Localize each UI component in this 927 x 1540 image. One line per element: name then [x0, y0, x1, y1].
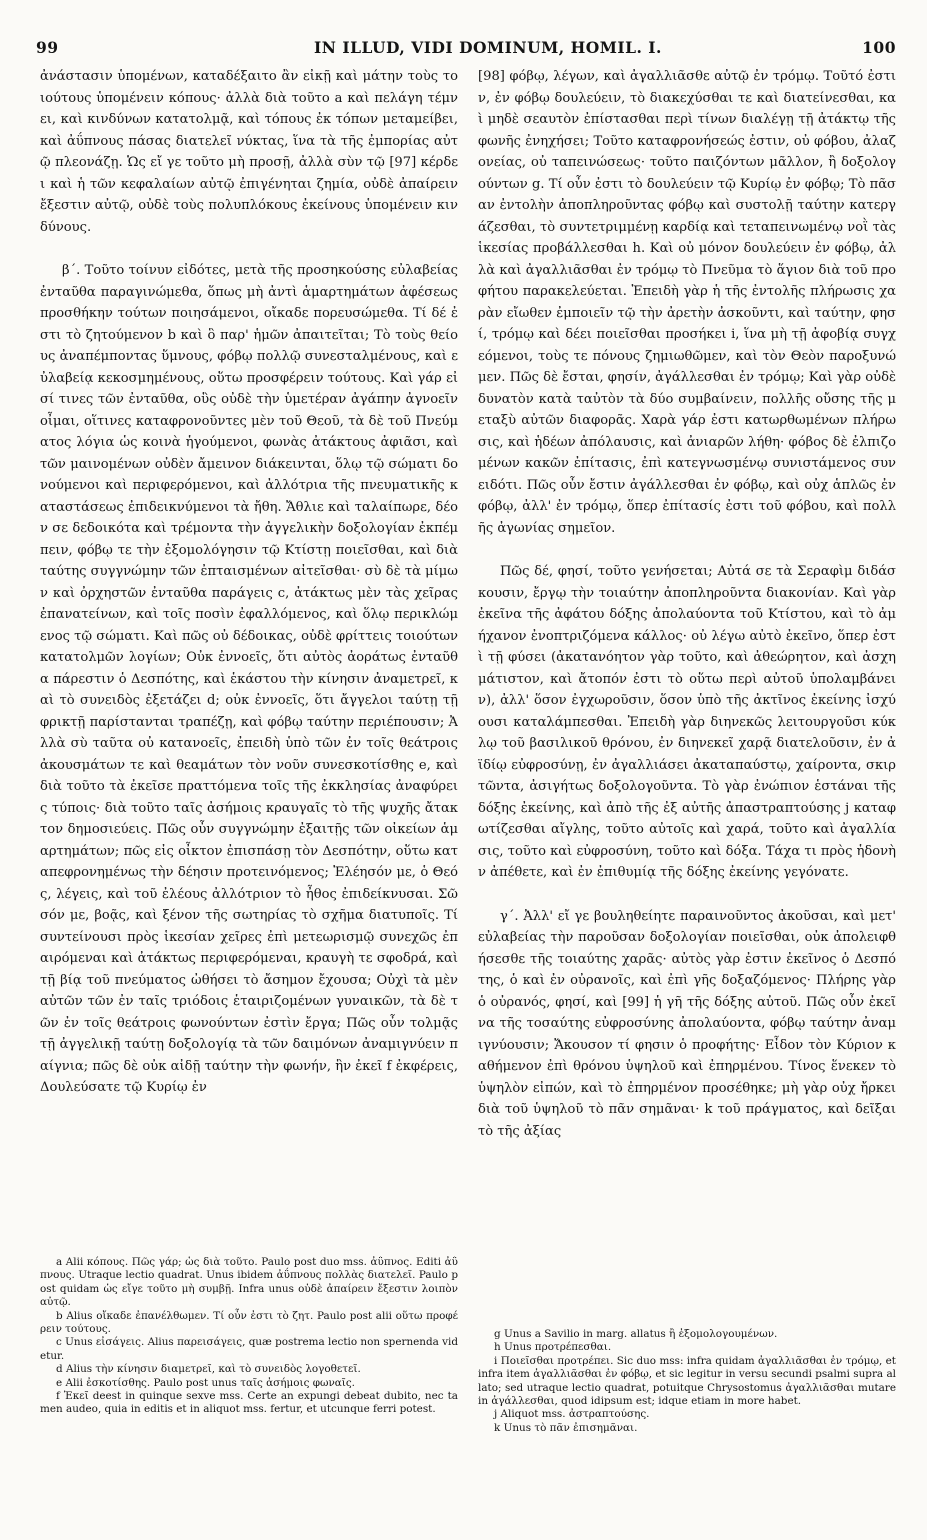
right-column-body [478, 66, 896, 1324]
right-paragraph-3: γ΄. Ἀλλ' εἴ γε βουληθείητε παραινοῦντος ἀκοῦσαι, καὶ μετ' εὐλαβείας τὴν παροῦσαν δοξολογίαν ποιεῖσθαι, οὐκ ἀπολειφθήσεσθε τῆς τοιαύτης χαρᾶς· αὐτὸς γὰρ ἐστιν ἐκεῖνος ὁ Δεσπότης, ὁ καὶ ἐν οὐρανοῖς, καὶ ἐπὶ γῆς δοξαζόμενος· Πλήρης γὰρ ὁ οὐρανός, φησί, καὶ [99] ἡ γῆ τῆς δόξης αὐτοῦ. Πῶς οὖν ἐκεῖνα τῆς τοσαύτης εὐφροσύνης ἀπολαύοντα, φόβῳ ταύτην ἀναμιγνύουσιν; Ἄκουσον τί φησιν ὁ προφήτης· Εἶδον τὸν Κύριον καθήμενον ἐπὶ θρόνου ὑψηλοῦ καὶ ἐπηρμένου. Τίνος ἕνεκεν τὸ ὑψηλὸν εἰπών, καὶ τὸ ἐπηρμένον προσέθηκε; μὴ γὰρ οὐχ ἤρκει διὰ τοῦ ὑψηλοῦ τὸ πᾶν σημᾶναι· k τοῦ πράγματος, καὶ δεῖξαι τὸ τῆς ἀξίας [478, 908, 896, 1139]
footnote-f: f Ἐκεῖ deest in quinque sexve mss. Certe an expungi debeat dubito, nec tamen audeo, quia in editis et in aliquot mss. fertur, et utcunque ferri potest. [40, 1390, 458, 1416]
left-footnotes [40, 1256, 458, 1512]
left-paragraph-2: β΄. Τοῦτο τοίνυν εἰδότες, μετὰ τῆς προσηκούσης εὐλαβείας ἐνταῦθα παραγινώμεθα, ὅπως μὴ ἀντὶ ἁμαρτημάτων ἀφέσεως προσθήκην τούτων ποιησάμενοι, οἴκαδε πορευσώμεθα. Τί δέ ἐστι τὸ ζητούμενον b καὶ ὃ παρ' ἡμῶν ἀπαιτεῖται; Τὸ τοὺς θείους ἀναπέμποντας ὕμνους, φόβῳ πολλῷ συνεσταλμένους, καὶ εὐλαβείᾳ κεκοσμημένους, οὕτω προσφέρειν τούτους. Καὶ γάρ εἰσί τινες τῶν ἐνταῦθα, οὓς οὐδὲ τὴν ὑμετέραν ἀγάπην ἀγνοεῖν οἶμαι, οἵτινες καταφρονοῦντες μὲν τοῦ Θεοῦ, τὰ δὲ τοῦ Πνεύματος λόγια ὡς κοινὰ ἡγούμενοι, φωνὰς ἀτάκτους ἀφιᾶσι, καὶ τῶν μαινομένων οὐδὲν ἄμεινον διάκεινται, ὅλῳ τῷ σώματι δονούμενοι καὶ περιφερόμενοι, καὶ ἀλλότρια τῆς πνευματικῆς καταστάσεως ἐπιδεικνύμενοι τὰ ἤθη. Ἄθλιε καὶ ταλαίπωρε, δέον σε δεδοικότα καὶ τρέμοντα τὴν ἀγγελικὴν δοξολογίαν ἐκπέμπειν, φόβῳ τε τὴν ἐξομολόγησιν τῷ Κτίστῃ ποιεῖσθαι, καὶ διὰ ταύτης συγγνώμην τῶν ἐπταισμένων αἰτεῖσθαι· σὺ δὲ τὰ μίμων καὶ ὀρχηστῶν ἐνταῦθα παράγεις c, ἀτάκτως μὲν τὰς χεῖρας ἐπανατείνων, καὶ τοῖς ποσὶν ἐφαλλόμενος, καὶ ὅλῳ περικλώμενος τῷ σώματι. Καὶ πῶς οὐ δέδοικας, οὐδὲ φρίττεις τοιούτων κατατολμῶν λογίων; Οὐκ ἐννοεῖς, ὅτι αὐτὸς ἀοράτως ἐνταῦθα πάρεστιν ὁ Δεσπότης, καὶ ἑκάστου τὴν κίνησιν ἀναμετρεῖ, καὶ τὸ συνειδὸς ἐξετάζει d; οὐκ ἐννοεῖς, ὅτι ἄγγελοι ταύτῃ τῇ φρικτῇ παρίστανται τραπέζῃ, καὶ φόβῳ ταύτην περιέπουσιν; Ἀλλὰ σὺ ταῦτα οὐ κατανοεῖς, ἐπειδὴ ὑπὸ τῶν ἐν τοῖς θεάτροις ἀκουσμάτων τε καὶ θεαμάτων τὸν νοῦν συνεσκοτίσθης e, καὶ διὰ τοῦτο τὰ ἐκεῖσε πραττόμενα τοῖς τῆς ἐκκλησίας ἀναφύρεις τύποις· διὰ τοῦτο ταῖς ἀσήμοις κραυγαῖς τὸ τῆς ψυχῆς ἄτακτον δημοσιεύεις. Πῶς οὖν συγγνώμην ἐξαιτῇς τῶν οἰκείων ἁμαρτημάτων; πῶς εἰς οἶκτον ἐπισπάσῃ τὸν Δεσπότην, οὕτω καταπεφρονημένως τὴν δέησιν προτεινόμενος; Ἐλέησόν με, ὁ Θεός, λέγεις, καὶ τοῦ ἐλέους ἀλλότριον τὸ ἦθος ἐπιδείκνυσαι. Σῶσόν με, βοᾷς, καὶ ξένον τῆς σωτηρίας τὸ σχῆμα διατυποῖς. Τί συντείνουσι πρὸς ἱκεσίαν χεῖρες ἐπὶ μετεωρισμῷ συνεχῶς ἐπαιρόμεναι καὶ ἀτάκτως περιφερόμεναι, κραυγὴ τε σφοδρά, καὶ τῇ βίᾳ τοῦ πνεύματος ὠθήσει τὸ ἄσημον ἔχουσα; Οὐχὶ τὰ μὲν αὐτῶν τῶν ἐν ταῖς τριόδοις ἑταιριζομένων γυναικῶν, τὰ δὲ τῶν ἐν τοῖς θεάτροις φωνούντων ἐστὶν ἔργα; Πῶς οὖν τολμᾷς τῇ ἀγγελικῇ ταύτῃ δοξολογίᾳ τὰ τῶν δαιμόνων ἀναμιγνύειν παίγνια; πῶς δὲ οὐκ αἰδῇ ταύτην τὴν φωνήν, ἣν ἐκεῖ f ἐκφέρεις, Δουλεύσατε τῷ Κυρίῳ ἐν [40, 263, 458, 1095]
footnote-g: g Unus a Savilio in marg. allatus ἢ ἐξομολογουμένων. [494, 1328, 778, 1340]
page-number-left: 99 [36, 38, 59, 57]
right-footnotes [478, 1328, 896, 1512]
page-number-right: 100 [862, 38, 896, 57]
running-title: IN ILLUD, VIDI DOMINUM, HOMIL. I. [314, 38, 662, 57]
running-header [36, 38, 896, 62]
footnote-b: b Alius οἴκαδε ἐπανέλθωμεν. Τί οὖν ἐστι τὸ ζητ. Paulo post alii οὕτω προφέρειν τούτους. [40, 1309, 458, 1336]
left-paragraph-1: ἀνάστασιν ὑπομένων, καταδέξαιτο ἂν εἰκῇ καὶ μάτην τοὺς τοιούτους ὑπομένειν κόπους· ἀλλὰ διὰ τοῦτο a καὶ πελάγη τέμνει, καὶ κινδύνων κατατολμᾷ, καὶ τόπους ἐκ τόπων μεταμείβει, καὶ ἀΰπνους πάσας διατελεῖ νύκτας, ἵνα τὰ τῆς ἐμπορίας αὐτῷ πλεονάζῃ. Ὡς εἴ γε τοῦτο μὴ προσῇ, ἀλλὰ σὺν τῷ [97] κέρδει καὶ ἡ τῶν κεφαλαίων αὐτῷ ἐπιγένηται ζημία, οὐδὲ ἀπαίρειν ἔξεστιν αὐτῷ, οὐδὲ τοὺς πολυπλόκους ἐκείνους ὑπομένειν κινδύνους. [40, 69, 458, 235]
right-paragraph-1: [98] φόβῳ, λέγων, καὶ ἀγαλλιᾶσθε αὐτῷ ἐν τρόμῳ. Τοῦτό ἐστιν, ἐν φόβῳ δουλεύειν, τὸ διακεχύσθαι τε καὶ διατείνεσθαι, καὶ μηδὲ σεαυτὸν ἐπίστασθαι περὶ τίνων διαλέγῃ τῇ ἀτάκτῳ τῆς φωνῆς ἐνηχήσει; Τοῦτο καταφρονήσεώς ἐστιν, οὐ φόβου, ἀλαζονείας, οὐ ταπεινώσεως· τοῦτο παιζόντων μᾶλλον, ἢ δοξολογούντων g. Τί οὖν ἐστι τὸ δουλεύειν τῷ Κυρίῳ ἐν φόβῳ; Τὸ πᾶσαν ἐντολὴν ἀποπληροῦντας φόβῳ καὶ συστολῇ ταύτην κατεργάζεσθαι, τὸ συντετριμμένῃ καρδίᾳ καὶ τεταπεινωμένῳ νοῒ τὰς ἱκεσίας προβάλλεσθαι h. Καὶ οὐ μόνον δουλεύειν ἐν φόβῳ, ἀλλὰ καὶ ἀγαλλιᾶσθαι ἐν τρόμῳ τὸ Πνεῦμα τὸ ἅγιον διὰ τοῦ προφήτου παρακελεύεται. Ἐπειδὴ γὰρ ἡ τῆς ἐντολῆς πλήρωσις χαρὰν εἴωθεν ἐμποιεῖν τῷ τὴν ἀρετὴν ἀσκοῦντι, καὶ ταύτην, φησί, τρόμῳ καὶ δέει ποιεῖσθαι προσήκει i, ἵνα μὴ τῇ ἀφοβίᾳ συγχεόμενοι, τοὺς τε πόνους ζημιωθῶμεν, καὶ τὸν Θεὸν παροξυνώμεν. Πῶς δὲ ἔσται, φησίν, ἀγάλλεσθαι ἐν τρόμῳ; Καὶ γὰρ οὐδὲ δυνατὸν κατὰ ταὐτὸν τὰ δύο συμβαίνειν, πολλῆς οὔσης τῆς μεταξὺ αὐτῶν διαφορᾶς. Χαρὰ γάρ ἐστι κατωρθωμένων πλήρωσις, καὶ ἡδέων ἀπόλαυσις, καὶ ἀνιαρῶν λήθη· φόβος δὲ ἐλπιζομένων κακῶν ἐπίτασις, ἐπὶ κατεγνωσμένῳ συνιστάμενος συνειδότι. Πῶς οὖν ἔστιν ἀγάλλεσθαι ἐν φόβῳ, καὶ οὐχ ἁπλῶς ἐν φόβῳ, ἀλλ' ἐν τρόμῳ, ὅπερ ἐπίτασίς ἐστι τοῦ φόβου, καὶ πολλῆς ἀγωνίας σημεῖον. [478, 69, 896, 536]
right-paragraph-2: Πῶς δέ, φησί, τοῦτο γενήσεται; Αὐτά σε τὰ Σεραφὶμ διδάσκουσιν, ἔργῳ τὴν τοιαύτην ἀποπληροῦντα διακονίαν. Καὶ γὰρ ἐκεῖνα τῆς ἀφάτου δόξης ἀπολαύοντα τοῦ Κτίστου, καὶ τὸ ἀμήχανον ἐνοπτριζόμενα κάλλος· οὐ λέγω αὐτὸ ἐκεῖνο, ὅπερ ἐστὶ τῇ φύσει (ἀκατανόητον γὰρ τοῦτο, καὶ ἀθεώρητον, καὶ ἀσχημάτιστον, καὶ ἄτοπόν ἐστι τὸ οὕτω περὶ αὐτοῦ ὑπολαμβάνειν), ἀλλ' ὅσον ἐγχωροῦσιν, ὅσον ὑπὸ τῆς ἀκτῖνος ἐκείνης ἰσχύουσι καταλάμπεσθαι. Ἐπειδὴ γὰρ διηνεκῶς λειτουργοῦσι κύκλῳ τοῦ βασιλικοῦ θρόνου, ἐν διηνεκεῖ χαρᾷ διατελοῦσιν, ἐν ἀϊδίῳ εὐφροσύνῃ, ἐν ἀγαλλιάσει ἀκαταπαύστῳ, χαίροντα, σκιρτῶντα, ἀσιγήτως δοξολογοῦντα. Τὸ γὰρ ἐνώπιον ἑστάναι τῆς δόξης ἐκείνης, καὶ ἀπὸ τῆς ἐξ αὐτῆς ἀπαστραπτούσης j καταφωτίζεσθαι αἴγλης, τοῦτο αὐτοῖς καὶ χαρά, τοῦτο καὶ ἀγαλλίασις, τοῦτο καὶ εὐφροσύνη, τοῦτο καὶ δόξα. Τάχα τι πρὸς ἡδονὴν ἀπέθετε, καὶ ἐν ἐπιθυμίᾳ τῆς δόξης ἐκείνης γεγόνατε. [478, 564, 896, 880]
footnote-c: c Unus εἰσάγεις. Alius παρεισάγεις, quæ postrema lectio non spernenda videtur. [40, 1336, 458, 1362]
footnote-e: e Alii ἐσκοτίσθης. Paulo post unus ταῖς ἀσήμοις φωναῖς. [56, 1376, 355, 1389]
footnote-i: i Ποιεῖσθαι προτρέπει. Sic duo mss: infra quidam ἀγαλλιᾶσθαι ἐν τρόμῳ, et infra item ἀγαλλιᾶσθαι ἐν φόβῳ, et sic legitur in versu secundi psalmi supra allato; sed utraque lectio quadrat, potuitque Chrysostomus ἀγαλλιᾶσθαι mutare in ἀγάλλεσθαι, quod idipsum est; idque etiam in more habet. [478, 1354, 896, 1408]
footnote-k: k Unus τὸ πᾶν ἐπισημᾶναι. [494, 1421, 638, 1434]
footnote-j: j Aliquot mss. ἀστραπτούσης. [494, 1408, 650, 1421]
footnote-h: h Unus προτρέπεσθαι. [494, 1341, 612, 1354]
left-column-body [40, 66, 458, 1254]
footnote-a: a Alii κόπους. Πῶς γάρ; ὡς διὰ τοῦτο. Paulo post duo mss. ἀΰπνος. Editi ἀΰπνους. Utraque lectio quadrat. Unus ibidem ἀΰπνους πολλὰς διατελεῖ. Paulo post quidam ὡς εἴγε τοῦτο μὴ συμβῇ. Infra unus οὐδὲ ἀπαίρειν ἔξεστιν λοιπὸν αὐτῷ. [40, 1256, 458, 1309]
footnote-d: d Alius τὴν κίνησιν διαμετρεῖ, καὶ τὸ συνειδὸς λογοθετεῖ. [56, 1363, 361, 1376]
